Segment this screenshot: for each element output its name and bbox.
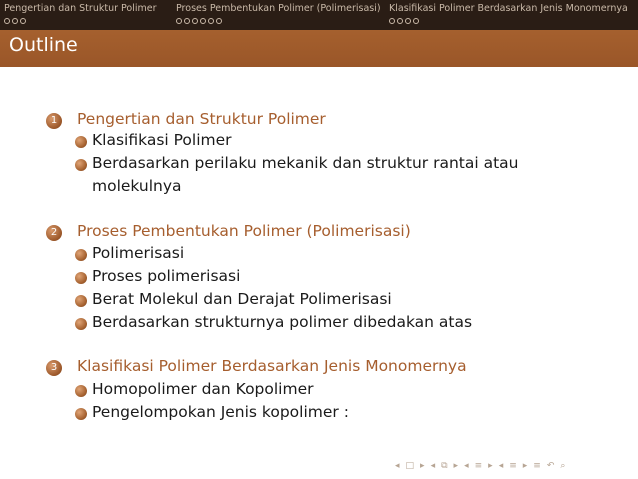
nav-section-1-title[interactable]: Pengertian dan Struktur Polimer [4,3,157,14]
search-icon[interactable]: ⌕ [560,461,566,471]
bullet-icon [75,295,87,307]
nav-section-2[interactable] [176,3,381,25]
outline-item[interactable]: Berat Molekul dan Derajat Polimerisasi [92,290,392,308]
outline-content [0,67,638,479]
section-icon[interactable]: ≡ [474,461,483,471]
subsection-dot[interactable] [192,18,198,24]
outline-item[interactable]: Klasifikasi Polimer [92,131,232,149]
section-number-badge: 1 [46,113,62,129]
outline-section-1-title[interactable]: Pengertian dan Struktur Polimer [77,110,326,128]
outline-section-3-title[interactable]: Klasifikasi Polimer Berdasarkan Jenis Monomernya [77,357,467,375]
subsection-dot[interactable] [184,18,190,24]
bullet-icon [75,272,87,284]
bullet-icon [75,249,87,261]
subsection-dot[interactable] [397,18,403,24]
nav-section-1[interactable] [4,3,157,25]
prev-subsection-arrow-icon[interactable]: ◂ [498,461,504,471]
bullet-icon [75,385,87,397]
subsection-dot[interactable] [216,18,222,24]
bullet-icon [75,159,87,171]
subsection-dot[interactable] [4,18,10,24]
outline-item[interactable]: Pengelompokan Jenis kopolimer : [92,403,349,421]
bullet-icon [75,136,87,148]
subsection-dot[interactable] [413,18,419,24]
outline-item[interactable]: Berdasarkan strukturnya polimer dibedakan atas [92,313,473,331]
document-icon[interactable]: ≡ [533,461,541,471]
nav-section-2-title[interactable]: Proses Pembentukan Polimer (Polimerisasi) [176,3,381,14]
prev-section-arrow-icon[interactable]: ◂ [464,461,469,471]
prev-slide-arrow-icon[interactable]: ◂ [395,461,400,471]
outline-item[interactable]: Berdasarkan perilaku mekanik dan struktur rantai atau [92,154,519,172]
nav-section-1-dots [4,18,157,25]
outline-item[interactable]: Homopolimer dan Kopolimer [92,380,314,398]
nav-section-3-title[interactable]: Klasifikasi Polimer Berdasarkan Jenis Monomernya [389,3,628,14]
subsection-dot[interactable] [12,18,18,24]
subsection-dot[interactable] [208,18,214,24]
section-number-badge: 2 [46,225,62,241]
subsection-dot[interactable] [200,18,206,24]
bullet-icon [75,318,87,330]
undo-icon[interactable]: ↶ [546,461,555,471]
subsection-dot[interactable] [389,18,395,24]
subsection-dot[interactable] [405,18,411,24]
nav-section-3[interactable] [389,3,628,25]
bullet-icon [75,408,87,420]
frame-title: Outline [9,34,78,56]
outline-item-continuation[interactable]: molekulnya [92,177,182,195]
next-subsection-arrow-icon[interactable]: ▸ [522,461,528,471]
nav-section-3-dots [389,18,628,25]
beamer-navigation-symbols [395,459,635,473]
section-navigation-bar [0,0,638,30]
subsection-dot[interactable] [20,18,26,24]
section-number-badge: 3 [46,360,62,376]
slide-frame-icon[interactable]: □ [405,461,415,471]
outline-item[interactable]: Proses polimerisasi [92,267,241,285]
subsection-icon[interactable]: ≡ [509,461,517,471]
frame-stack-icon[interactable]: ⧉ [441,461,448,471]
next-section-arrow-icon[interactable]: ▸ [488,461,493,471]
frame-title-bar [0,30,638,67]
prev-frame-arrow-icon[interactable]: ◂ [430,461,436,471]
subsection-dot[interactable] [176,18,182,24]
outline-item[interactable]: Polimerisasi [92,244,185,262]
next-slide-arrow-icon[interactable]: ▸ [420,461,425,471]
outline-section-2-title[interactable]: Proses Pembentukan Polimer (Polimerisasi) [77,222,411,240]
nav-section-2-dots [176,18,381,25]
next-frame-arrow-icon[interactable]: ▸ [453,461,459,471]
